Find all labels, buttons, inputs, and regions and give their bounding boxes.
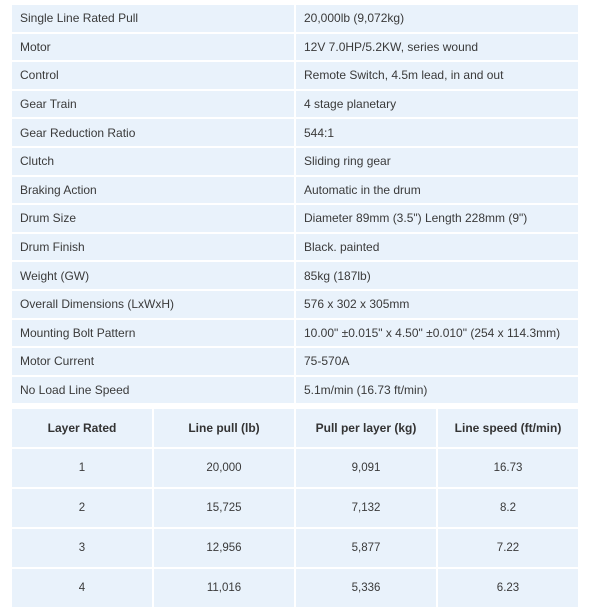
column-header-pull-per-layer: Pull per layer (kg) — [296, 409, 436, 447]
table-row — [12, 529, 578, 567]
spec-value: 576 x 302 x 305mm — [296, 291, 578, 318]
table-row — [12, 5, 578, 32]
spec-value: 544:1 — [296, 119, 578, 146]
spec-label: Weight (GW) — [12, 262, 294, 289]
table-header-row — [12, 409, 578, 447]
cell-layer: 1 — [12, 449, 152, 487]
spec-label: Control — [12, 62, 294, 89]
column-header-line-speed: Line speed (ft/min) — [438, 409, 578, 447]
spec-label: Single Line Rated Pull — [12, 5, 294, 32]
spec-value: 5.1m/min (16.73 ft/min) — [296, 377, 578, 404]
cell-pull-per-layer: 7,132 — [296, 489, 436, 527]
spec-label: Drum Finish — [12, 234, 294, 261]
table-row — [12, 205, 578, 232]
spec-label: Motor — [12, 34, 294, 61]
spec-label: Drum Size — [12, 205, 294, 232]
spec-value: Black. painted — [296, 234, 578, 261]
spec-value: 85kg (187lb) — [296, 262, 578, 289]
table-row — [12, 34, 578, 61]
column-header-line-pull: Line pull (lb) — [154, 409, 294, 447]
spec-value: 10.00" ±0.015" x 4.50" ±0.010" (254 x 114.3mm) — [296, 320, 578, 347]
table-row — [12, 91, 578, 118]
cell-line-speed: 6.23 — [438, 569, 578, 607]
table-row — [12, 234, 578, 261]
table-row — [12, 320, 578, 347]
spec-label: Motor Current — [12, 348, 294, 375]
spec-value: 12V 7.0HP/5.2KW, series wound — [296, 34, 578, 61]
spec-value: 20,000lb (9,072kg) — [296, 5, 578, 32]
table-row — [12, 489, 578, 527]
table-row — [12, 569, 578, 607]
spec-label: Clutch — [12, 148, 294, 175]
table-row — [12, 348, 578, 375]
spec-value: Sliding ring gear — [296, 148, 578, 175]
cell-pull-per-layer: 5,877 — [296, 529, 436, 567]
cell-layer: 3 — [12, 529, 152, 567]
spec-value: 4 stage planetary — [296, 91, 578, 118]
cell-line-pull: 12,956 — [154, 529, 294, 567]
spec-value: Remote Switch, 4.5m lead, in and out — [296, 62, 578, 89]
cell-line-pull: 15,725 — [154, 489, 294, 527]
table-row — [12, 177, 578, 204]
table-row — [12, 377, 578, 404]
spec-label: Gear Train — [12, 91, 294, 118]
spec-label: No Load Line Speed — [12, 377, 294, 404]
spec-sheet — [10, 3, 580, 609]
table-row — [12, 291, 578, 318]
table-row — [12, 119, 578, 146]
cell-line-pull: 11,016 — [154, 569, 294, 607]
spec-label: Overall Dimensions (LxWxH) — [12, 291, 294, 318]
table-row — [12, 148, 578, 175]
table-row — [12, 62, 578, 89]
cell-pull-per-layer: 5,336 — [296, 569, 436, 607]
table-row — [12, 262, 578, 289]
specifications-table — [10, 3, 580, 405]
spec-label: Braking Action — [12, 177, 294, 204]
spec-label: Gear Reduction Ratio — [12, 119, 294, 146]
spec-value: Diameter 89mm (3.5") Length 228mm (9") — [296, 205, 578, 232]
cell-line-speed: 16.73 — [438, 449, 578, 487]
cell-pull-per-layer: 9,091 — [296, 449, 436, 487]
spec-value: Automatic in the drum — [296, 177, 578, 204]
cell-line-pull: 20,000 — [154, 449, 294, 487]
column-header-layer-rated: Layer Rated — [12, 409, 152, 447]
cell-line-speed: 8.2 — [438, 489, 578, 527]
spec-label: Mounting Bolt Pattern — [12, 320, 294, 347]
table-row — [12, 449, 578, 487]
cell-line-speed: 7.22 — [438, 529, 578, 567]
cell-layer: 4 — [12, 569, 152, 607]
spec-value: 75-570A — [296, 348, 578, 375]
cell-layer: 2 — [12, 489, 152, 527]
layer-performance-table — [10, 407, 580, 609]
